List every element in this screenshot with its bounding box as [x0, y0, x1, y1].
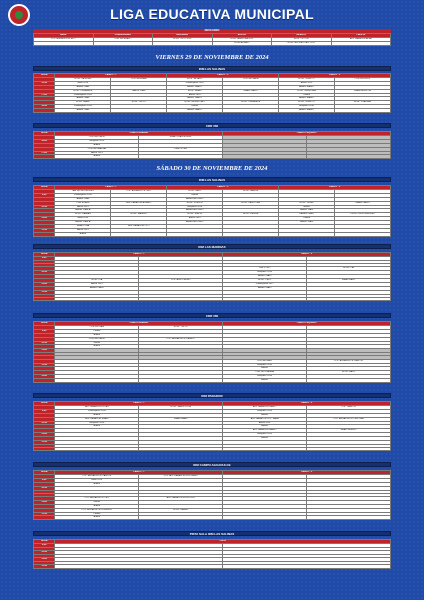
time-cell: 10:30 [34, 421, 55, 425]
table-cell [223, 109, 279, 113]
table-cell: CDR 360 MALA [223, 77, 279, 81]
column-header: HORA [34, 471, 55, 475]
table-cell [139, 297, 223, 300]
table-cell: Árbitro [55, 155, 139, 159]
table-cell: ROSL TOCO 2016 [153, 37, 213, 41]
table-cell: Alevín 2013 [55, 282, 139, 286]
table-cell: Cadete [55, 512, 139, 516]
day1-cdr-section [33, 123, 391, 159]
column-header: HORA [34, 540, 55, 544]
table-cell: ROSL. RAUL [167, 189, 223, 193]
table-cell [223, 297, 307, 300]
time-cell [34, 155, 55, 159]
table-cell: Benjamín 2016 [223, 375, 307, 379]
day2-pista-section [33, 531, 391, 569]
table-cell: Árbitro: IVAN [279, 221, 335, 225]
column-header: CAMPO - 1 [55, 186, 167, 190]
table-cell: Árbitro: IÑAKI [223, 275, 307, 279]
time-cell: 10:30 [34, 205, 55, 209]
table-cell: Cadete [55, 329, 139, 333]
table-cell: SMAKI MARK [139, 417, 223, 421]
column-header: CAMPO - 2 [167, 74, 279, 78]
column-header: CAMPO GRANDE [55, 132, 223, 136]
table-cell: Árbitro: CARLA [55, 221, 111, 225]
table-cell: POL. AGUADULCE DANIDO [139, 337, 223, 341]
table-cell: CDR 360 MARINA [55, 147, 139, 151]
time-cell: 10:30 [34, 271, 55, 275]
table-cell: Árbitro [55, 504, 139, 508]
table-cell: TAM 360 RODRIGUEZ [55, 189, 111, 193]
table-cell: Árbitro [55, 413, 139, 417]
table-cell: Árbitro [55, 232, 111, 236]
table-cell: ROSL. DANIEL [139, 508, 223, 512]
table-cell: Benjamín 2016 [223, 271, 307, 275]
table-cell: Árbitro: IÑAKI [223, 286, 307, 290]
day1-cdr-table [33, 131, 391, 159]
table-cell: Prebenjamín 2018 [167, 81, 223, 85]
table-cell: Bebé 2019 [55, 217, 111, 221]
table-cell: Árbitro: MARIO [279, 109, 335, 113]
table-cell: CDR 360 DAVID [55, 337, 139, 341]
column-header: CAMPO - 2 [167, 186, 279, 190]
table-cell: CDR 360 JUANMA [223, 371, 307, 375]
table-cell: POL. AGUADULCE BE 2 [34, 37, 94, 41]
table-cell: Árbitro [55, 143, 139, 147]
table-cell: Infantil [167, 105, 223, 109]
table-cell: ROSL. RAUL [307, 371, 391, 375]
time-cell: 17:00 [34, 151, 55, 155]
table-cell: ADP PARADOR POL. SARA [223, 417, 307, 421]
time-cell: 9:00 [34, 478, 55, 482]
table-cell: Árbitro: PABLO [167, 85, 223, 89]
table-cell: Árbitro [223, 413, 307, 417]
day2-parador-section [33, 393, 391, 451]
day2-cdr-title: CDR 360 [33, 313, 391, 318]
time-cell [34, 109, 55, 113]
table-row [34, 232, 391, 236]
table-cell: ROSL. ORNAKATE [223, 101, 279, 105]
table-cell: ROSL. TELLO [111, 101, 167, 105]
table-cell: POL. AGUADULCE CARLOS [55, 474, 139, 478]
table-cell: Árbitro: MARIO [279, 85, 335, 89]
table-cell: POL. ADP PARADOR 2016 GEMO [139, 474, 223, 478]
table-cell: POL. AGU. PEDRO [139, 278, 223, 282]
table-cell [55, 565, 223, 569]
table-cell: ROSL ALVARO [212, 41, 272, 45]
table-cell: ROSL. BRAIS [167, 89, 223, 93]
column-header: CAMPO - 1 [55, 253, 223, 257]
day2-marinas-title: IDM LAS MARINAS [33, 244, 391, 249]
table-cell: Árbitro [55, 516, 139, 520]
page-header [0, 0, 424, 30]
table-cell [139, 155, 223, 159]
column-header: CAMPO - 2 [223, 471, 391, 475]
table-cell: ROSL. MIGUE CALL [167, 101, 223, 105]
time-cell: 17:00 [34, 93, 55, 97]
table-cell: Árbitro: IVAN [55, 197, 111, 201]
table-cell: ADP PARADOR ALBA [331, 37, 391, 41]
day2-salinas-title: IDM LAS SALINAS [33, 177, 391, 182]
table-cell [111, 109, 167, 113]
table-cell: Alevín 2013 [55, 228, 111, 232]
column-header: BENJAMÍN [153, 34, 213, 38]
column-header: CAMPO - 2 [223, 402, 391, 406]
table-row [34, 516, 391, 520]
day1-salinas-section [33, 66, 391, 113]
time-cell: 16:00 [34, 139, 55, 143]
table-cell: Alevín 2013 [55, 151, 139, 155]
table-cell: POL. AGUADULCE CRISTINA [307, 417, 391, 421]
table-cell: ROSL. DAVID CAN [223, 201, 279, 205]
column-header: CAMPO - 1 [55, 74, 167, 78]
page-title: LIGA EDUCATIVA MUNICIPAL [110, 6, 314, 22]
day2-aguadulce-title: IDM CAMPO AGUADULCE [33, 462, 391, 467]
time-cell: 13:30 [34, 290, 55, 294]
table-cell: Bebé 2019 [55, 478, 139, 482]
time-cell: 13:30 [34, 363, 55, 367]
table-cell: Prebenjamín 2018 [55, 105, 111, 109]
table-row [34, 379, 391, 383]
column-header: HORA [34, 74, 55, 78]
table-cell [167, 232, 223, 236]
table-cell: ROSL. GURETTI [279, 101, 335, 105]
table-cell: Árbitro [55, 333, 139, 337]
table-cell [223, 448, 307, 451]
table-cell: Prebenjamín 2018 [55, 193, 111, 197]
column-header: HORA [34, 253, 55, 257]
time-cell: 13:30 [34, 512, 55, 516]
time-cell: 10:30 [34, 551, 55, 555]
table-cell: Benjamín 2016 [55, 421, 139, 425]
day2-pista-title: PISTA SALA IDM LAS SALINAS [33, 531, 391, 536]
column-header: PISTA [55, 540, 391, 544]
table-cell: Árbitro: ANTONIO [167, 197, 223, 201]
table-cell: Árbitro: ANTONIO [167, 221, 223, 225]
descanso-title: DESCANSO [33, 29, 391, 33]
table-cell: Benjamín 2016 [167, 205, 223, 209]
table-cell: ROSL. TELLO [139, 325, 223, 329]
table-cell: POL. AGUADULCE CEO [55, 496, 139, 500]
time-cell: 9:00 [34, 543, 55, 547]
day2-cdr-section [33, 313, 391, 383]
table-cell [335, 232, 391, 236]
table-cell: DANIEL CARU [279, 213, 335, 217]
table-cell: ROSL. PIA [55, 278, 139, 282]
table-cell: CDR 360 DAVID [55, 135, 139, 139]
table-cell: ADP PARADOR OTO [111, 225, 167, 229]
table-cell [307, 379, 391, 383]
day2-aguadulce-table [33, 470, 391, 520]
column-header: CAMPO - 3 [279, 186, 391, 190]
table-cell: Árbitro: IVAN [279, 209, 335, 213]
table-cell: Árbitro: PABLI [55, 286, 139, 290]
day1-cdr-title: CDR 360 [33, 123, 391, 128]
time-cell: 9:00 [34, 329, 55, 333]
table-cell: Prebenjamín 2017 [223, 282, 307, 286]
table-cell: CDR 360 FELIX [335, 77, 391, 81]
table-cell: CDR 360 BRAVO [93, 37, 153, 41]
table-cell [223, 565, 391, 569]
time-cell: 9:00 [34, 193, 55, 197]
table-cell: CDR 360 SAM [55, 325, 139, 329]
day2-marinas-table [33, 252, 391, 301]
table-cell: ADP PARADOR ALVARO [111, 201, 167, 205]
table-cell: Árbitro: ANTONIO [167, 209, 223, 213]
descanso-section [33, 29, 391, 46]
table-cell: ROSL. ORNAKATE [55, 89, 111, 93]
table-cell: ROSL. CELO [223, 278, 307, 282]
table-cell [307, 155, 391, 159]
day2-salinas-table [33, 185, 391, 237]
table-cell: Alevín 2014 [167, 93, 223, 97]
table-cell [223, 155, 307, 159]
table-cell: Benjamín 2016 [279, 105, 335, 109]
table-row [34, 109, 391, 113]
table-cell: Cadete [279, 217, 335, 221]
table-cell: ROSL. SIMÓN [167, 213, 223, 217]
time-cell: 13:30 [34, 441, 55, 445]
time-cell: 12:00 [34, 217, 55, 221]
table-cell: Benjamín 2015 [223, 433, 307, 437]
table-cell: Árbitro [223, 437, 307, 441]
table-cell: TEXS LOS RODRIGUEZ [335, 213, 391, 217]
table-cell: Benjamín 2016 [223, 363, 307, 367]
day2-parador-table [33, 401, 391, 451]
table-cell: SMAKI RAUL [307, 278, 391, 282]
table-cell [34, 41, 94, 45]
day1-salinas-title: IDM LAS SALINAS [33, 66, 391, 71]
table-cell: ROSL. DENISE [223, 213, 279, 217]
table-cell: Prebenjamín 2018 [55, 93, 111, 97]
table-row [34, 155, 391, 159]
time-cell [34, 297, 55, 300]
column-header: HORA [34, 402, 55, 406]
day2-pista-table [33, 539, 391, 569]
table-cell: Árbitro [55, 345, 139, 349]
table-cell [335, 109, 391, 113]
time-cell: 18:30 [34, 105, 55, 109]
table-cell: Árbitro: PABLO [167, 109, 223, 113]
time-cell [34, 379, 55, 383]
column-header: CAMPO GRANDE [55, 322, 223, 326]
table-cell: Infantil [279, 205, 335, 209]
table-cell: ADP PARADOR MARIO [223, 429, 307, 433]
table-cell: ROSL. MAKIS LUCA [139, 405, 223, 409]
table-cell: ADP PARADOR SMAKI [55, 417, 139, 421]
table-cell: Alevín 2014 [167, 217, 223, 221]
time-cell: 9:00 [34, 256, 55, 260]
time-cell: 13:30 [34, 228, 55, 232]
table-row [34, 448, 391, 451]
column-header: PREBENJAMÍN [93, 34, 153, 38]
table-cell: Infantil [55, 500, 139, 504]
table-cell [153, 41, 213, 45]
time-cell: 12:00 [34, 433, 55, 437]
table-cell: DAS PETER [139, 147, 223, 151]
table-cell [331, 41, 391, 45]
day1-salinas-table [33, 73, 391, 113]
table-cell: Árbitro: CARLA [55, 209, 111, 213]
table-cell: Árbitro [223, 367, 307, 371]
descanso-table [33, 33, 391, 46]
table-cell: Árbitro [55, 425, 139, 429]
table-cell [307, 448, 391, 451]
table-cell [223, 516, 307, 520]
day2-marinas-section [33, 244, 391, 301]
time-cell: 13:30 [34, 565, 55, 569]
table-cell: CDR 360 RAÚL [223, 359, 307, 363]
table-cell: Árbitro: IVAN [55, 85, 111, 89]
table-cell: CDR 360 ADAM [111, 77, 167, 81]
time-cell: 9:00 [34, 409, 55, 413]
table-cell [279, 232, 335, 236]
table-cell: Árbitro [223, 425, 307, 429]
day2-parador-title: IDM PARADOR [33, 393, 391, 398]
day2-salinas-section [33, 177, 391, 237]
table-cell [307, 516, 391, 520]
time-cell [34, 516, 55, 520]
table-cell: CDR RUBEN [55, 201, 111, 205]
table-cell: CHILL CEO [223, 267, 307, 271]
time-cell: 10:30 [34, 341, 55, 345]
table-cell: Benjamín 2015 [55, 139, 139, 143]
column-header: HORA [34, 132, 55, 136]
column-header: CADETE [331, 34, 391, 38]
table-cell: ROSL. FA-ELIAN [55, 77, 111, 81]
column-header: INFANTIL [272, 34, 332, 38]
table-cell: Árbitro [55, 482, 139, 486]
table-cell: SMAKI AGUSTIN [335, 89, 391, 93]
table-cell: ROSL NIKOLAS CALL 2011 [272, 41, 332, 45]
day1-date: VIERNES 29 DE NOVIEMBRE DE 2024 [155, 54, 269, 61]
table-cell: ADP PARADOR PABLO [223, 405, 307, 409]
table-cell [223, 232, 279, 236]
table-cell: ROSL. GEMOGRA [279, 89, 335, 93]
table-cell [55, 448, 139, 451]
column-header: ALEVÍN [212, 34, 272, 38]
table-cell: MAKIS JUAN [111, 89, 167, 93]
table-cell: ROSL. MAGUE [223, 189, 279, 193]
day1-title [33, 53, 391, 62]
table-cell [55, 379, 139, 383]
table-cell: Alevín 2014 [223, 421, 307, 425]
column-header: HORA [34, 322, 55, 326]
table-cell: POL. AGUADULCE DOMINGO [55, 508, 139, 512]
table-cell: ROSL. GURETTI [279, 77, 335, 81]
column-header: CAMPO PEQUEÑO [223, 132, 391, 136]
time-cell: 15:00 [34, 375, 55, 379]
table-cell: Infantil [55, 341, 139, 345]
time-cell: 10:30 [34, 486, 55, 490]
table-cell: SMAKI PABLO [335, 201, 391, 205]
column-header: CAMPO - 1 [55, 471, 223, 475]
table-cell: Alevín 2014 [279, 81, 335, 85]
table-cell: POL. CARLOS [307, 405, 391, 409]
table-cell [111, 232, 167, 236]
table-cell: ROSL. FUENTE [167, 201, 223, 205]
table-cell: Benjamín 2016 [223, 409, 307, 413]
time-cell [34, 448, 55, 451]
table-cell: Alevín 2013 [55, 205, 111, 209]
time-cell: 12:00 [34, 282, 55, 286]
table-row [34, 41, 391, 45]
table-row [34, 297, 391, 300]
table-cell: Árbitro: MARIO [279, 97, 335, 101]
column-header: BEBÉ [34, 34, 94, 38]
time-cell [34, 232, 55, 236]
table-cell: Árbitro [223, 379, 307, 383]
table-cell [139, 448, 223, 451]
table-cell: Infantil [167, 193, 223, 197]
column-header: HORA [34, 186, 55, 190]
table-cell: Prebenjamín 2018 [55, 409, 139, 413]
table-cell [139, 379, 223, 383]
table-cell: SMAKI PABLO [223, 89, 279, 93]
column-header: CAMPO - 2 [223, 253, 391, 257]
day2-title [33, 164, 391, 173]
time-cell: 12:00 [34, 349, 55, 353]
table-cell: ROSL. PIA [307, 267, 391, 271]
table-cell [139, 516, 223, 520]
table-cell: ROSL. JUAN AMI [335, 101, 391, 105]
table-cell: SMAKI TINA [55, 225, 111, 229]
table-cell [307, 297, 391, 300]
table-row [34, 565, 391, 569]
table-cell: SMAKI JUAN MIGUEL [139, 135, 223, 139]
table-cell: ADP PARADOR LUCAS [55, 405, 139, 409]
table-cell: ROSL. MANUEL [111, 213, 167, 217]
table-cell: ROSL. DAMIÁN [55, 213, 111, 217]
table-cell: Árbitro: IVAN [55, 97, 111, 101]
table-cell: ROSL. MARE [55, 101, 111, 105]
table-cell: Árbitro: IVAN [55, 109, 111, 113]
table-cell [93, 41, 153, 45]
column-header: CAMPO - 1 [55, 402, 223, 406]
table-cell: ROSL GARGORA 2013 [212, 37, 272, 41]
table-cell: ROSL. DENIS [279, 201, 335, 205]
table-cell: SMAKI SERGIO [307, 429, 391, 433]
table-cell: ADP PARADOR FLURI 2015 [139, 496, 223, 500]
day2-cdr-table [33, 321, 391, 383]
table-cell: ROSL. ALVARO [167, 77, 223, 81]
table-cell: POL. AGUADULCE CARLOS [307, 359, 391, 363]
table-cell: Cadete [279, 93, 335, 97]
table-cell: Árbitro: PABLO [167, 97, 223, 101]
time-cell: 12:00 [34, 500, 55, 504]
time-cell: 12:00 [34, 558, 55, 562]
table-cell: ROSL VICTOR [272, 37, 332, 41]
column-header: CAMPO PEQUEÑO [223, 322, 391, 326]
table-cell: POL. AGUADULCE CHIC [111, 189, 167, 193]
day2-date: SÁBADO 30 DE NOVIEMBRE DE 2024 [156, 165, 268, 172]
table-cell [55, 297, 139, 300]
time-cell: 15:30 [34, 81, 55, 85]
day2-aguadulce-section [33, 462, 391, 520]
column-header: CAMPO - 3 [279, 74, 391, 78]
table-cell: Bebé 2019 [55, 81, 111, 85]
